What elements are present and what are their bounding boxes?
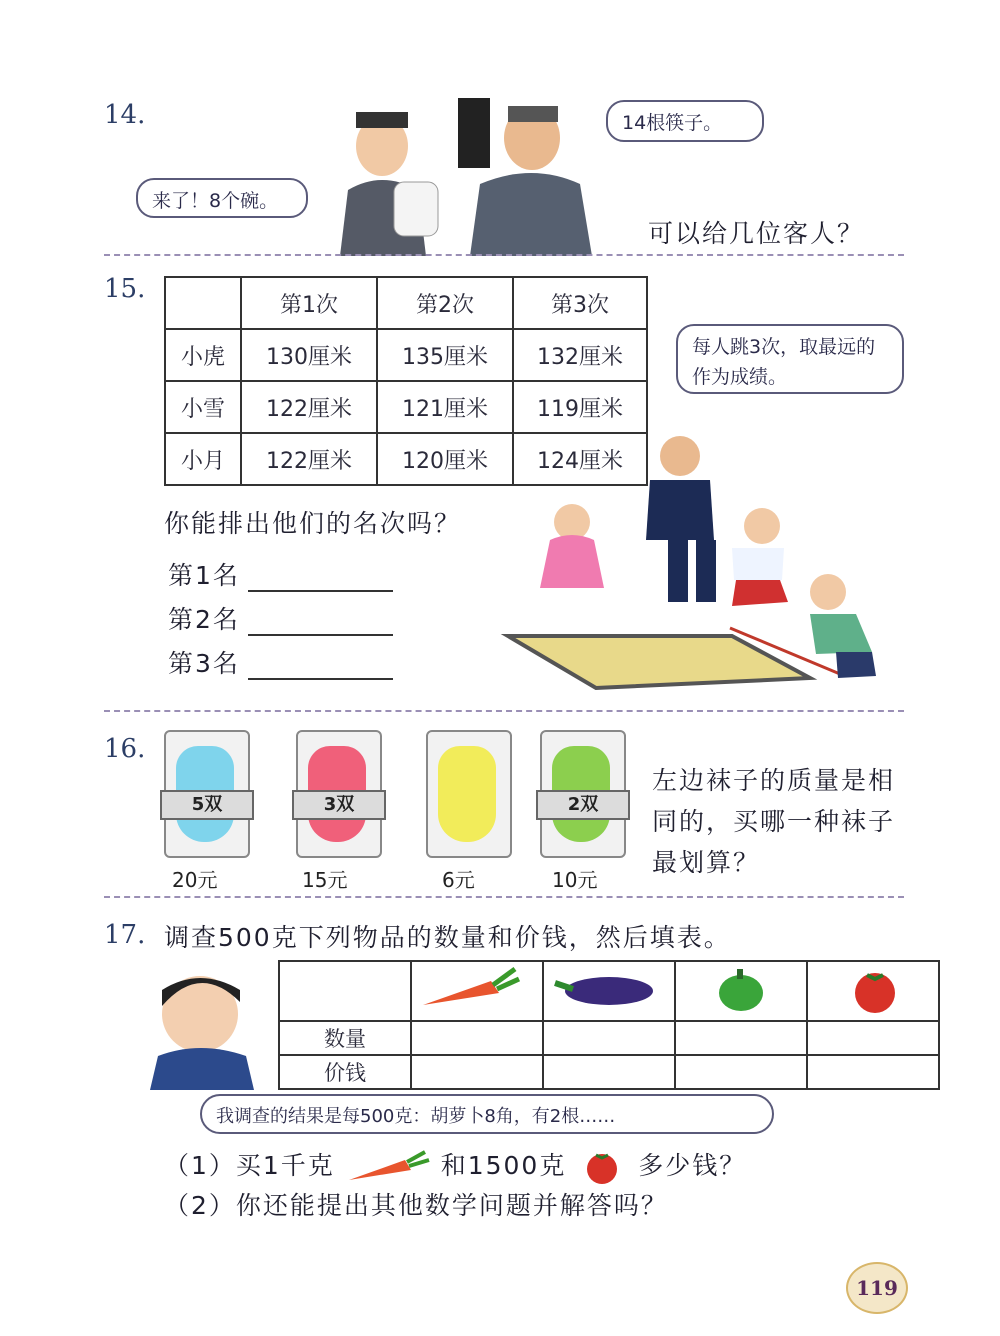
carrot-icon	[411, 961, 543, 1021]
rank-label: 第2名	[168, 605, 240, 634]
page-number	[846, 1262, 908, 1314]
long-jump-illustration	[500, 430, 910, 712]
table-cell: 122厘米	[241, 381, 377, 433]
question-14-number: 14.	[104, 100, 146, 130]
question-14-text: 可以给几位客人？	[648, 219, 865, 248]
sub-question-1-part-c: 多少钱？	[638, 1151, 747, 1180]
pack-price: 10元	[552, 868, 598, 892]
answer-cell[interactable]	[411, 1055, 543, 1089]
answer-cell[interactable]	[807, 1055, 939, 1089]
answer-cell[interactable]	[675, 1021, 807, 1055]
rank-line-3	[168, 644, 393, 680]
eggplant-icon	[543, 961, 675, 1021]
carrot-icon	[345, 1150, 431, 1184]
table-cell	[279, 961, 411, 1021]
table-cell: 135厘米	[377, 329, 513, 381]
table-header-cell	[165, 277, 241, 329]
pack-label: 2双	[536, 790, 630, 820]
table-row	[165, 329, 647, 381]
table-header-cell: 第3次	[513, 277, 647, 329]
table-cell: 122厘米	[241, 433, 377, 485]
question-17-title: 调查500克下列物品的数量和价钱，然后填表。	[164, 923, 731, 952]
question-15-text: 你能排出他们的名次吗？	[164, 509, 462, 538]
answer-blank[interactable]	[248, 610, 393, 636]
divider	[104, 710, 904, 712]
table-header-cell: 第1次	[241, 277, 377, 329]
table-cell: 132厘米	[513, 329, 647, 381]
table-cell: 121厘米	[377, 381, 513, 433]
table-cell: 130厘米	[241, 329, 377, 381]
divider	[104, 896, 904, 898]
sub-question-2: （2）你还能提出其他数学问题并解答吗？	[164, 1191, 668, 1220]
question-17-number: 17.	[104, 920, 146, 950]
table-row	[279, 1021, 939, 1055]
sock-icon	[438, 746, 496, 842]
row-label-quantity: 数量	[279, 1021, 411, 1055]
answer-blank[interactable]	[248, 654, 393, 680]
table-cell: 124厘米	[513, 433, 647, 485]
answer-cell[interactable]	[543, 1021, 675, 1055]
table-row	[279, 1055, 939, 1089]
pack-price: 15元	[302, 868, 348, 892]
table-cell: 119厘米	[513, 381, 647, 433]
sub-question-1-part-b: 和1500克	[440, 1151, 567, 1180]
sock-pack-1	[426, 730, 512, 858]
survey-table	[278, 960, 940, 1090]
tomato-icon	[576, 1149, 628, 1185]
answer-cell[interactable]	[411, 1021, 543, 1055]
sock-pack-2	[540, 730, 626, 858]
answer-cell[interactable]	[543, 1055, 675, 1089]
answer-cell[interactable]	[675, 1055, 807, 1089]
page-number-text: 119	[856, 1276, 898, 1300]
rank-line-1	[168, 556, 393, 592]
table-header-row	[165, 277, 647, 329]
boy-illustration	[150, 966, 260, 1090]
answer-cell[interactable]	[807, 1021, 939, 1055]
pack-price: 20元	[172, 868, 218, 892]
rank-line-2	[168, 600, 393, 636]
table-cell: 120厘米	[377, 433, 513, 485]
pack-label: 5双	[160, 790, 254, 820]
question-16-text: 左边袜子的质量是相同的，买哪一种袜子最划算？	[652, 766, 896, 877]
rank-label: 第3名	[168, 649, 240, 678]
tomato-icon	[807, 961, 939, 1021]
pack-price: 6元	[442, 868, 475, 892]
question-16-number: 16.	[104, 734, 146, 764]
table-cell: 小月	[165, 433, 241, 485]
sock-pack-3	[296, 730, 382, 858]
speech-bubble-chopsticks: 14根筷子。	[606, 100, 764, 142]
answer-blank[interactable]	[248, 566, 393, 592]
rank-label: 第1名	[168, 561, 240, 590]
speech-bubble-survey: 我调查的结果是每500克：胡萝卜8角，有2根……	[200, 1094, 774, 1134]
table-cell: 小虎	[165, 329, 241, 381]
green-pepper-icon	[675, 961, 807, 1021]
speech-bubble-rule: 每人跳3次，取最远的作为成绩。	[676, 324, 904, 394]
sub-question-1-part-a: （1）买1千克	[164, 1151, 335, 1180]
question-15-number: 15.	[104, 274, 146, 304]
table-cell: 小雪	[165, 381, 241, 433]
table-header-cell: 第2次	[377, 277, 513, 329]
waiters-illustration	[330, 98, 600, 256]
sub-question-1	[164, 1146, 746, 1185]
divider	[104, 254, 904, 256]
sock-pack-5	[164, 730, 250, 858]
table-row	[279, 961, 939, 1021]
pack-label: 3双	[292, 790, 386, 820]
row-label-price: 价钱	[279, 1055, 411, 1089]
table-row	[165, 381, 647, 433]
speech-bubble-bowls: 来了！8个碗。	[136, 178, 308, 218]
